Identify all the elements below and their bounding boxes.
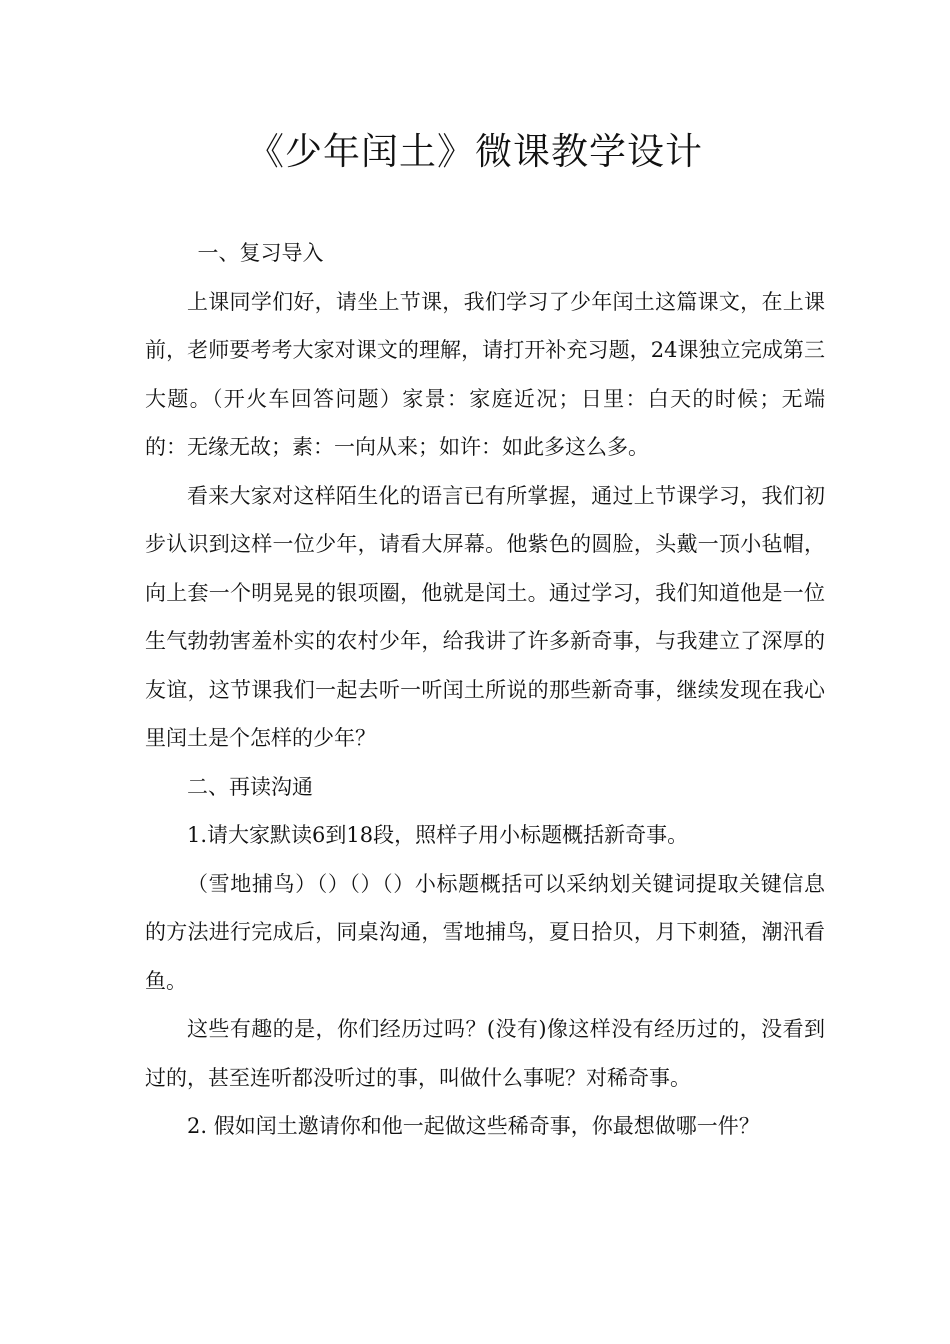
- paragraph-subtitles: （雪地捕鸟）（）（）（）小标题概括可以采纳划关键词提取关键信息的方法进行完成后，同桌沟通，雪地捕鸟，夏日拾贝，月下刺猹，潮汛看鱼。: [145, 871, 825, 993]
- paragraph-task-1: 1.请大家默读6到18段，照样子用小标题概括新奇事。: [187, 823, 689, 847]
- section-heading-reread: 二、再读沟通: [187, 774, 313, 799]
- section-heading-review: 一、复习导入: [197, 241, 324, 265]
- paragraph-task-2: 2. 假如闰土邀请你和他一起做这些稀奇事，你最想做哪一件？: [187, 1114, 760, 1138]
- paragraph-question: 这些有趣的是，你们经历过吗？(没有)像这样没有经历过的，没看到过的，甚至连听都没听过的事，叫做什么事呢？对稀奇事。: [145, 1017, 825, 1090]
- page-title: 《少年闰土》微课教学设计: [247, 130, 703, 173]
- document-body: [145, 229, 825, 1151]
- paragraph-recap: 看来大家对这样陌生化的语言已有所掌握，通过上节课学习，我们初步认识到这样一位少年，请看大屏幕。他紫色的圆脸，头戴一顶小毡帽，向上套一个明晃晃的银项圈，他就是闰土。通过学习，我们知道他是一位生气勃勃害羞朴实的农村少年，给我讲了许多新奇事，与我建立了深厚的友谊，这节课我们一起去听一听闰土所说的那些新奇事，继续发现在我心里闰土是个怎样的少年？: [145, 483, 825, 750]
- paragraph-intro: 上课同学们好，请坐上节课，我们学习了少年闰土这篇课文，在上课前，老师要考考大家对课文的理解，请打开补充习题，24课独立完成第三大题。（开火车回答问题）家景：家庭近况；日里：白天的时候；无端的：无缘无故；素：一向从来；如许：如此多这么多。: [145, 289, 825, 459]
